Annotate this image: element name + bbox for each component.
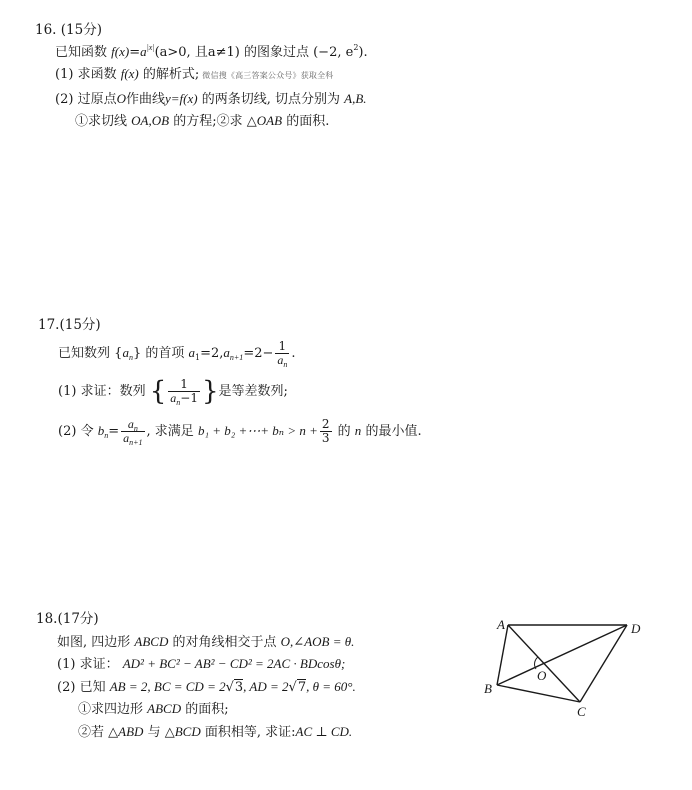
brace-close: } [201,376,219,407]
sub-text: 面积相等, 求证: [204,725,296,740]
problem-17-part2 [58,418,422,445]
formula: AD² + BC² − AB² − CD² = 2AC · BDcosθ; [122,656,346,671]
brace: { [114,346,123,361]
given-values: , θ = 60°. [306,679,356,694]
problem-number: 17. [38,317,60,333]
problem-16-part2-sub [75,112,329,131]
num-a: a [127,417,134,431]
part-label: (2) [57,680,76,695]
numerator [126,418,140,431]
side-AB [497,625,508,685]
curve: y=f(x) [164,91,198,106]
fraction [168,378,200,405]
fraction [121,418,144,445]
label-C: C [577,704,586,719]
sum-inequality: b₁ + b₂ +⋯+ bₙ > n + [197,423,318,438]
sub-text: 与 [147,725,161,740]
part-text: 的两条切线, 切点分别为 [201,92,340,107]
seq-n: n [128,353,133,362]
problem-16-part1 [55,65,334,85]
part-text: 求证： [79,657,119,672]
problem-number: 18. [36,611,58,627]
problem-18-stem [57,633,354,652]
label-O: O [537,668,547,683]
a1: a [188,345,196,360]
side-BC [497,685,580,702]
point-O: O, [280,634,294,649]
a1-value: =2, [200,346,224,361]
part-text: 求证：数列 [80,384,146,399]
fraction [320,418,332,445]
triangle: △OAB [246,113,283,128]
seq-a: a [122,345,129,360]
stem-text: 的对角线相交于点 [172,635,277,650]
part-text: 是等差数列; [218,384,288,399]
part-text: 已知 [79,680,106,695]
triangle-abd: △ABD [108,724,144,739]
part-label: (1) [58,384,77,399]
label-D: D [631,621,641,636]
sub-item-1: ①求切线 [75,114,128,129]
triangle-bcd: △BCD [164,724,201,739]
sub-text: 的方程; [173,114,217,129]
a1-sub: 1 [195,353,201,362]
point: (−2, e [313,45,354,60]
b: b [97,423,105,438]
sqrt-7: 7 [297,680,307,695]
an1-eq: =2− [243,346,274,361]
denominator [121,431,144,445]
part-text: , 求满足 [146,424,194,439]
problem-16-stem [55,43,368,62]
point-exponent: 2 [353,43,359,52]
part-text: 的 [337,424,351,439]
den-a: a [123,431,130,445]
condition: (a>0, 且a≠1) [154,45,240,60]
tangent-lines: OA,OB [131,113,170,128]
denominator [168,391,200,405]
label-B: B [484,681,492,696]
given-values: , AD = 2 [243,679,289,694]
den-tail: −1 [180,391,198,405]
conclusion: AC ⊥ CD. [295,724,353,739]
problem-17-part1 [58,378,288,405]
problem-18-part1 [57,655,345,674]
part-text: 过原点 [77,92,117,107]
part-label: (1) [57,657,76,672]
equals: = [129,45,141,60]
problem-number: 16. [35,22,57,38]
point-O: O [116,91,126,106]
part-label: (2) [55,92,74,107]
den-sub: n+1 [129,438,143,447]
part-text: 的解析式; [142,67,200,82]
period: . [291,346,296,361]
den-sub: n [176,398,181,407]
base: a [140,44,147,59]
numerator: 2 [321,417,330,431]
denominator [275,353,289,367]
part-label: (2) [58,424,77,439]
numerator: 1 [180,377,188,391]
given-values: AB = 2, BC = CD = 2 [109,679,226,694]
stem-text: 已知函数 [55,45,108,60]
part-text: 的最小值. [365,424,422,439]
brace: } [132,346,142,361]
problem-score: (15分) [59,317,101,333]
part-text: 令 [80,424,94,439]
function-name: f(x) [120,66,139,81]
an1: a [223,345,230,360]
angle: ∠AOB = θ. [293,634,355,649]
sub-text: 的面积. [286,114,330,129]
sub-item-1: ①求四边形 [78,702,144,717]
problem-16-part2 [55,90,367,109]
quadrilateral: ABCD [147,701,182,716]
problem-18-part2-sub1 [78,700,229,719]
function-name: f(x) [111,44,130,59]
fraction [275,340,289,367]
sqrt-3: 3 [234,680,244,695]
stem-text: 的图象过点 [243,45,309,60]
problem-18-header [36,610,99,628]
sub-item-2: ②若 [78,725,105,740]
problem-score: (15分) [60,22,102,38]
part-text: 求函数 [77,67,117,82]
an1-sub: n+1 [229,353,244,362]
equals: = [108,424,120,439]
part-label: (1) [55,67,74,82]
label-A: A [497,617,505,632]
quadrilateral: ABCD [134,634,169,649]
den-a: a [277,353,284,367]
watermark-text: 微信搜《高三答案公众号》获取全科 [202,71,334,80]
stem-text: 的首项 [145,346,185,361]
stem-text: 如图, 四边形 [57,635,131,650]
den-sub: n [283,360,288,369]
brace-open: { [149,376,167,407]
problem-17-header [38,316,101,334]
sub-text: 的面积; [185,702,229,717]
n: n [354,423,362,438]
numerator: 1 [278,339,287,353]
denominator: 3 [321,431,330,445]
part-text: 作曲线 [125,92,165,107]
stem-text: 已知数列 [58,346,111,361]
num-sub: n [133,424,138,433]
point-end: ). [358,45,368,60]
problem-17-stem [58,340,296,367]
problem-18-part2: (2) 已知 AB = 2, BC = CD = 2√3, AD = 2√7, θ = 60°. [57,679,356,695]
quadrilateral-figure [470,605,660,730]
b-sub: n [104,431,109,440]
tangent-points: A,B. [344,91,367,106]
exponent: |x| [146,43,155,52]
sub-item-2: ②求 [216,114,243,129]
problem-score: (17分) [57,611,99,627]
den-a: a [170,391,177,405]
problem-18-part2-sub2 [78,723,352,742]
problem-16-header [35,21,102,39]
